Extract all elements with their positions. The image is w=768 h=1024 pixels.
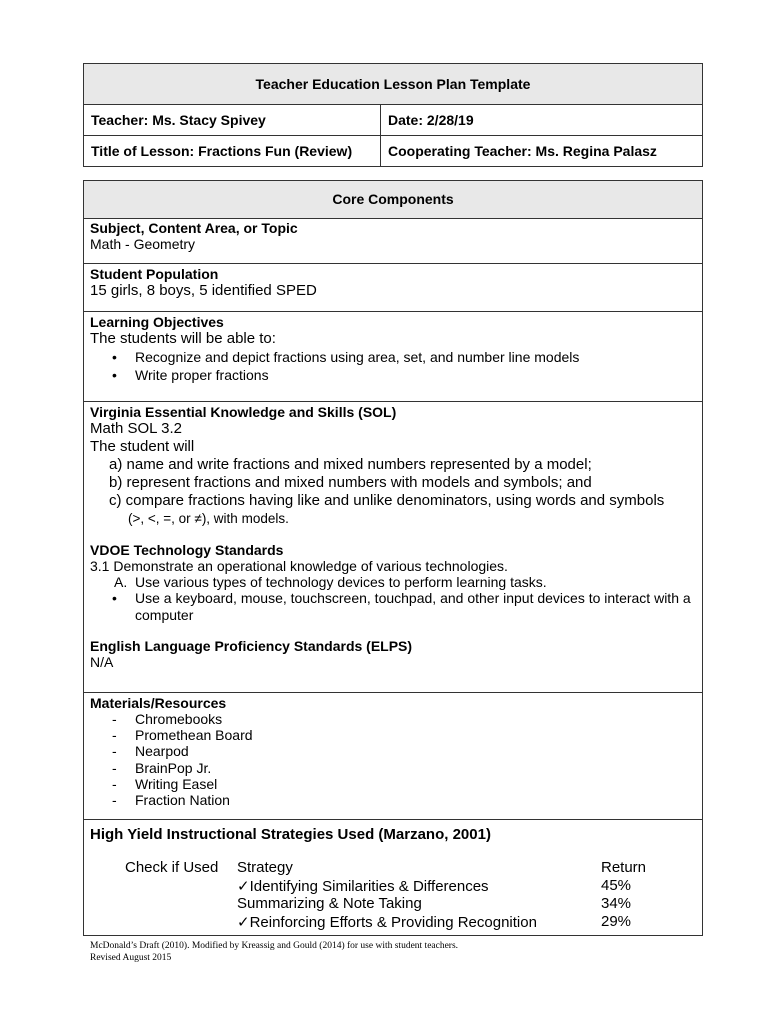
- return-column-header: Return: [601, 859, 647, 876]
- sol-intro: The student will: [90, 438, 195, 455]
- core-components-title: Core Components: [332, 191, 454, 207]
- subject-value: Math - Geometry: [90, 236, 196, 252]
- population-label: Student Population: [90, 266, 219, 282]
- footer-citation: McDonald’s Draft (2010). Modified by Kreassig and Gould (2014) for use with student teachers.: [90, 941, 459, 951]
- strategy-return: 34%: [601, 895, 632, 912]
- strategy-return: 29%: [601, 913, 632, 930]
- header-table: [83, 63, 703, 167]
- teacher-cell: Teacher: Ms. Stacy Spivey: [84, 105, 381, 135]
- cooperating-teacher-cell: Cooperating Teacher: Ms. Regina Palasz: [388, 143, 657, 159]
- list-item: c) compare fractions having like and unlike denominators, using words and symbols: [109, 492, 665, 509]
- core-components-table: [83, 180, 703, 936]
- materials-section: [84, 692, 702, 819]
- list-item: a) name and write fractions and mixed numbers represented by a model;: [109, 456, 592, 473]
- strategy-return: 45%: [601, 877, 632, 894]
- elps-value: N/A: [90, 654, 114, 670]
- sol-code: Math SOL 3.2: [90, 420, 182, 437]
- materials-label: Materials/Resources: [90, 695, 227, 711]
- objectives-intro: The students will be able to:: [90, 330, 276, 347]
- list-item: - Writing Easel: [90, 776, 702, 792]
- list-item: - Nearpod: [90, 743, 702, 759]
- lesson-title-row: [84, 135, 702, 166]
- list-item: b) represent fractions and mixed numbers with models and symbols; and: [109, 474, 592, 491]
- vdoe-standard: 3.1 Demonstrate an operational knowledge of various technologies.: [90, 558, 508, 574]
- objectives-list: [90, 348, 702, 384]
- strategies-heading: High Yield Instructional Strategies Used (Marzano, 2001): [90, 826, 491, 843]
- vdoe-bullets: [90, 590, 702, 624]
- standards-section: [84, 401, 702, 692]
- population-value: 15 girls, 8 boys, 5 identified SPED: [90, 282, 317, 299]
- vdoe-item-a-marker: A.: [114, 574, 128, 590]
- subject-label: Subject, Content Area, or Topic: [90, 220, 298, 236]
- footer-revised: Revised August 2015: [90, 953, 172, 963]
- sol-label: Virginia Essential Knowledge and Skills (SOL): [90, 404, 397, 420]
- subject-section: [84, 218, 702, 263]
- strategy-column-header: Strategy: [237, 859, 293, 876]
- strategies-section: [84, 819, 702, 935]
- list-item: - BrainPop Jr.: [90, 760, 702, 776]
- materials-list: [90, 711, 702, 808]
- list-item: - Fraction Nation: [90, 792, 702, 808]
- teacher-date-row: [84, 104, 702, 135]
- population-section: [84, 263, 702, 311]
- objectives-section: [84, 311, 702, 401]
- list-item: • Use a keyboard, mouse, touchscreen, touchpad, and other input devices to interact with a computer: [90, 590, 702, 624]
- list-item: - Chromebooks: [90, 711, 702, 727]
- template-title-row: [84, 64, 702, 104]
- template-title: Teacher Education Lesson Plan Template: [255, 76, 531, 92]
- vdoe-item-a-text: Use various types of technology devices to perform learning tasks.: [135, 574, 547, 590]
- list-item: • Write proper fractions: [90, 366, 702, 384]
- strategies-table: [84, 844, 702, 931]
- vdoe-item-a: [90, 574, 702, 590]
- lesson-title-cell: Title of Lesson: Fractions Fun (Review): [84, 136, 381, 166]
- core-components-header: [84, 181, 702, 218]
- sol-list: [90, 456, 702, 510]
- objectives-label: Learning Objectives: [90, 314, 224, 330]
- sol-continuation: (>, <, =, or ≠), with models.: [128, 511, 289, 526]
- elps-label: English Language Proficiency Standards (ELPS): [90, 638, 413, 654]
- check-column-header: Check if Used: [125, 859, 219, 876]
- strategy-name: ✓Reinforcing Efforts & Providing Recognition: [237, 914, 537, 931]
- strategy-name: ✓Identifying Similarities & Differences: [237, 878, 489, 895]
- date-cell: Date: 2/28/19: [388, 112, 474, 128]
- strategy-name: Summarizing & Note Taking: [237, 895, 422, 912]
- list-item: • Recognize and depict fractions using area, set, and number line models: [90, 348, 702, 366]
- list-item: - Promethean Board: [90, 727, 702, 743]
- vdoe-label: VDOE Technology Standards: [90, 542, 284, 558]
